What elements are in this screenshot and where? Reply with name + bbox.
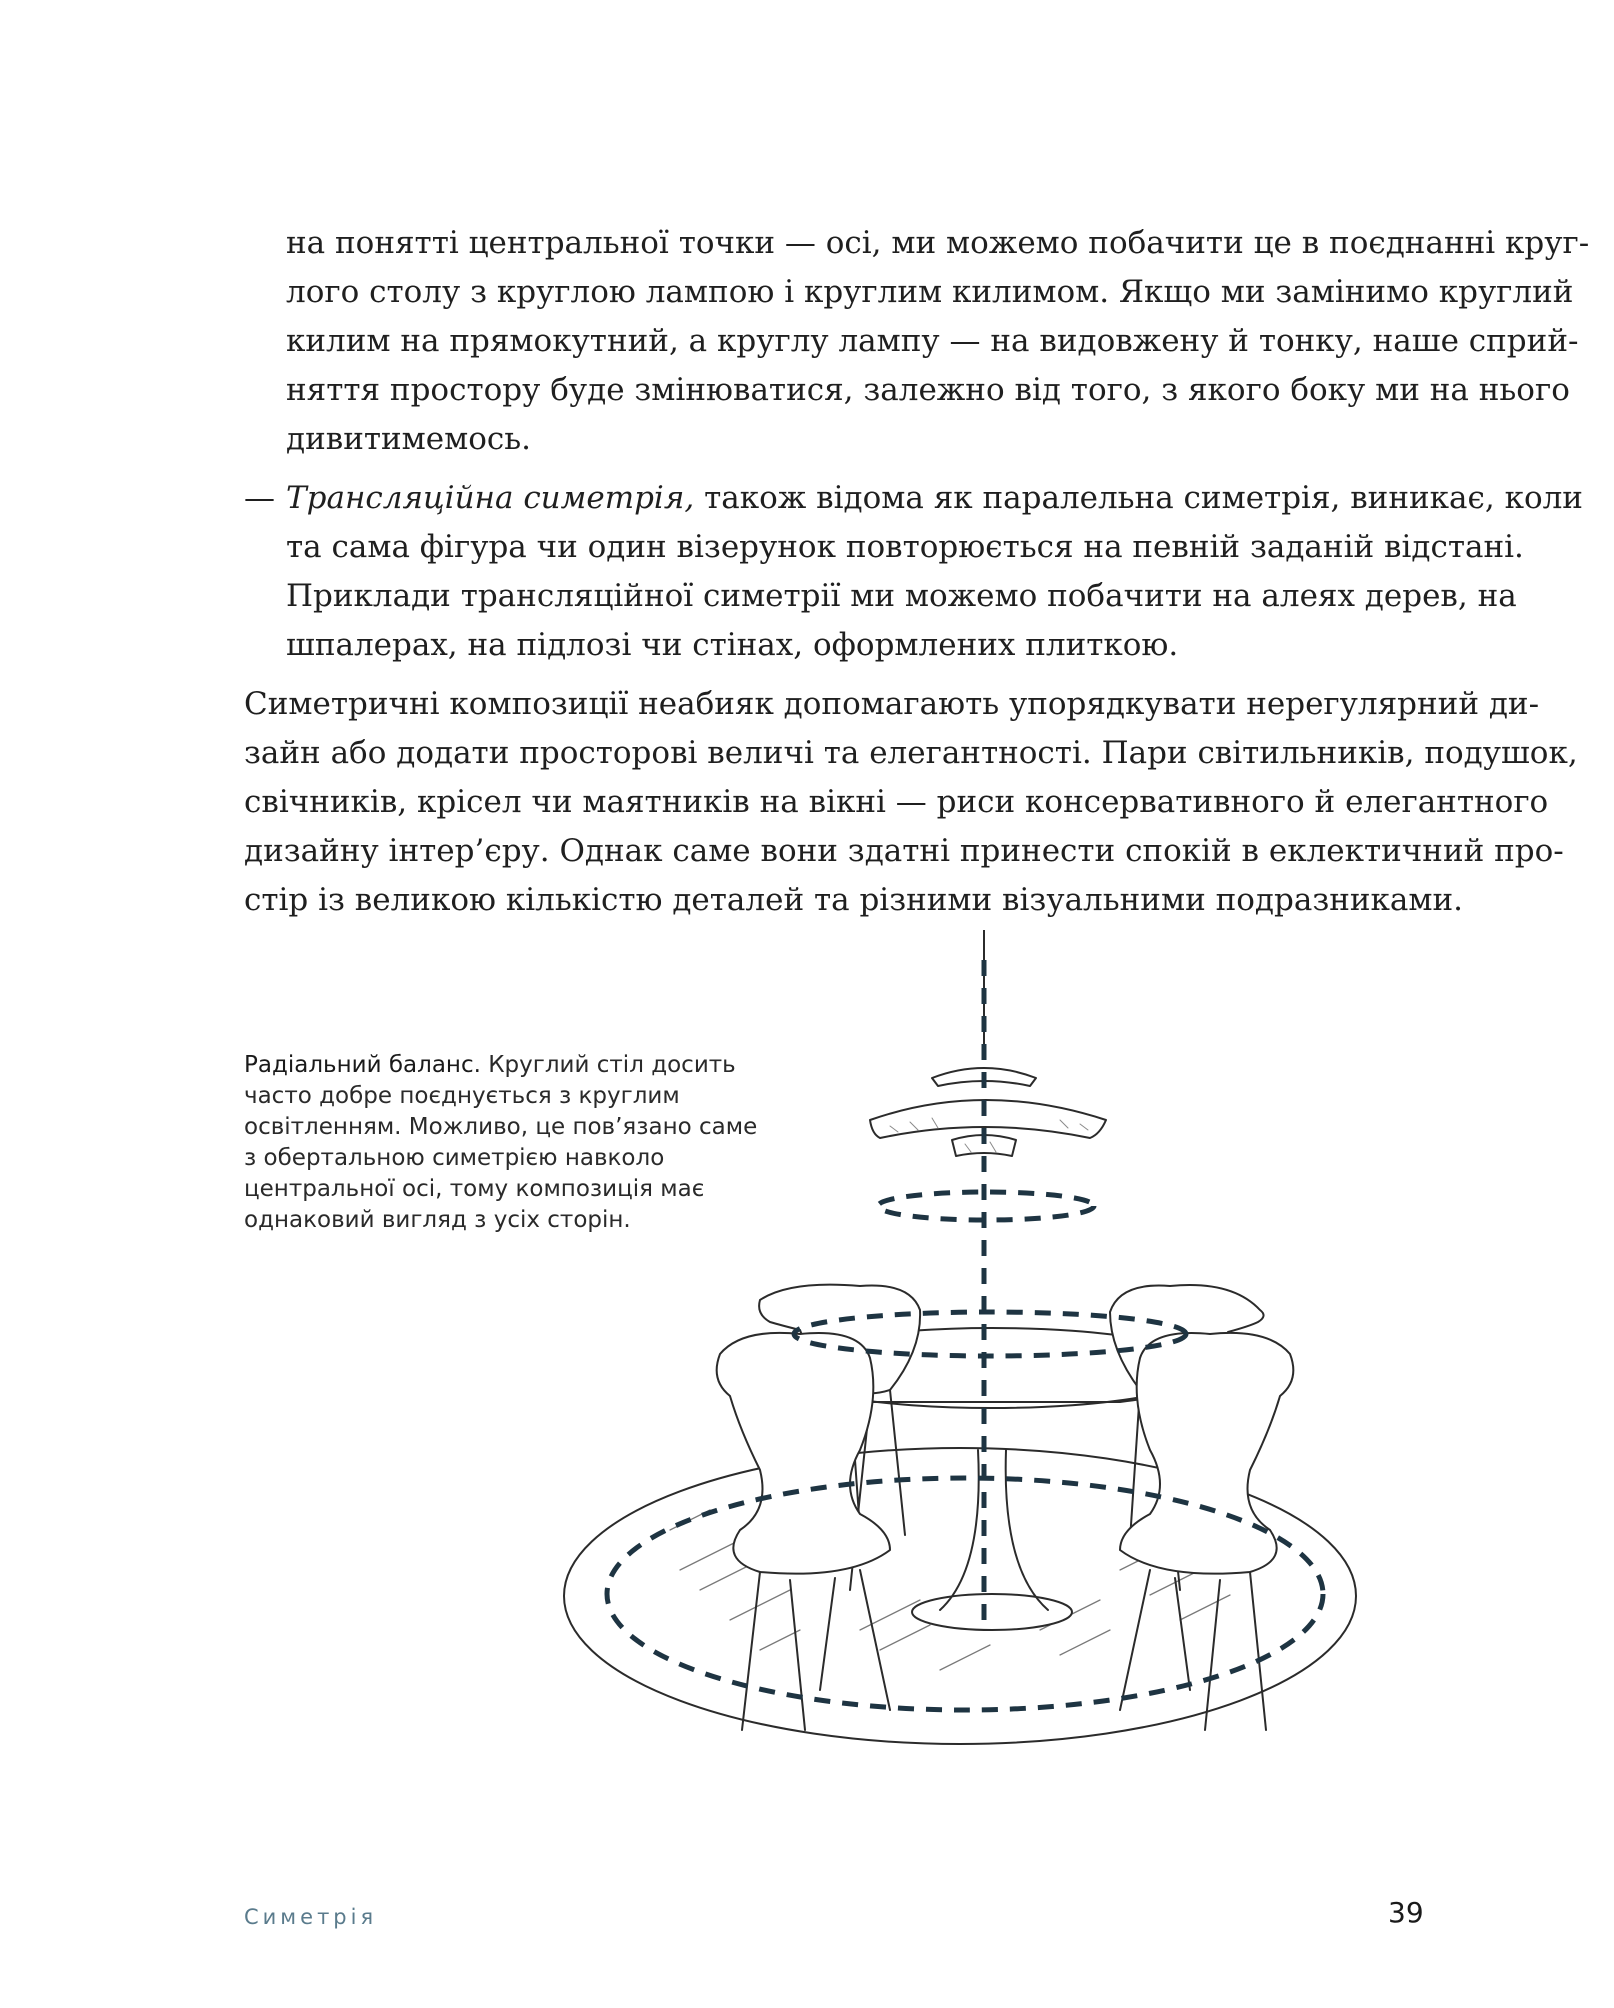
text-line: Симетричні композиції неабияк допомагають упорядкувати нерегулярний ди- (244, 686, 1540, 722)
text-line: стір із великою кількістю деталей та різними візуальними подразниками. (244, 882, 1464, 918)
list-dash: — (244, 480, 275, 516)
page-number: 39 (1388, 1896, 1424, 1929)
pendant-lamp (870, 1068, 1106, 1156)
caption-title: Радіальний баланс. (244, 1052, 481, 1078)
text-line: на понятті центральної точки — осі, ми можемо побачити це в поєднанні круг- (286, 225, 1590, 261)
text-line: шпалерах, на підлозі чи стінах, оформлених плиткою. (286, 627, 1179, 663)
term-italic: Трансляційна симетрія, (286, 480, 695, 516)
text-line: Приклади трансляційної симетрії ми можемо побачити на алеях дерев, на (286, 578, 1517, 614)
caption-text: Круглий стіл досить часто добре поєднується з круглим освітленням. Можливо, це пов’язано саме з обертальною симетрією навколо центральної осі, тому композиція має однаковий вигляд з усіх сторін. (244, 1052, 758, 1233)
text-line (286, 474, 1583, 522)
text-line: та сама фігура чи один візерунок повторюється на певній заданій відстані. (286, 529, 1524, 565)
text-line: няття простору буде змінюватися, залежно від того, з якого боку ми на нього (286, 372, 1570, 408)
running-footer-section: Симетрія (244, 1905, 378, 1929)
text-line: килим на прямокутний, а круглу лампу — на видовжену й тонку, наше сприй- (286, 323, 1579, 359)
table-base (912, 1594, 1072, 1630)
text-line: дивитимемось. (286, 421, 532, 457)
text-line: зайн або додати просторові величі та елегантності. Пари світильників, подушок, (244, 735, 1578, 771)
text-line: лого столу з круглою лампою і круглим килимом. Якщо ми замінимо круглий (286, 274, 1574, 310)
radial-balance-illustration (560, 930, 1410, 1760)
text-rest: також відома як паралельна симетрія, виникає, коли (694, 480, 1583, 516)
text-line: дизайну інтер’єру. Однак саме вони здатні принести спокій в еклектичний про- (244, 833, 1564, 869)
text-line: свічників, крісел чи маятників на вікні — риси консервативного й елегантного (244, 784, 1549, 820)
